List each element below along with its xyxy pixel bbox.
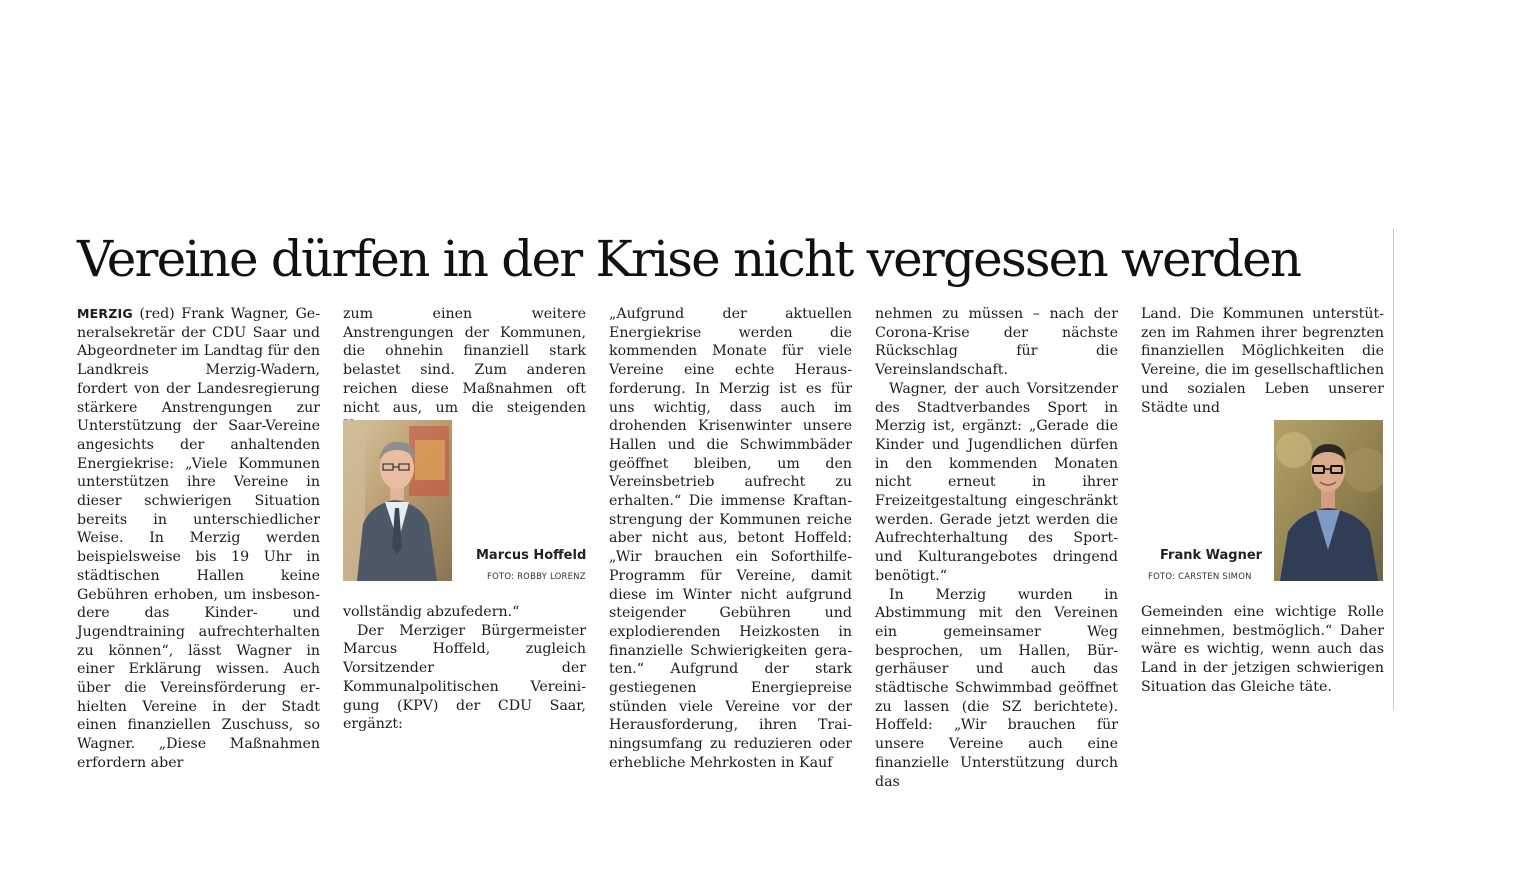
paragraph: Der Merziger Bürgermeister Marcus Hoffeld, zugleich Vorsitzender der Kommunalpolitischen Vereinigung (KPV) der CDU Saar, ergänzt:: [343, 622, 586, 733]
paragraph: vollständig abzufedern.“: [343, 604, 520, 620]
article-column-5-top: [1141, 305, 1384, 417]
paragraph: Land. Die Kommunen unterstützen im Rahmen ihrer begrenzten finanziellen Möglichkeiten die Vereine, die im gesellschaftlichen und sozialen Leben unserer Städte und: [1141, 306, 1384, 416]
photo-credit: FOTO: ROBBY LORENZ: [487, 572, 586, 582]
photo-credit: FOTO: CARSTEN SIMON: [1148, 572, 1252, 582]
article-column-1: [77, 305, 320, 773]
headline: Vereine dürfen in der Krise nicht vergessen werden: [77, 230, 1301, 288]
article-column-2-bottom: [343, 603, 586, 734]
column-divider: [1393, 228, 1394, 710]
photo-caption-name: Marcus Hoffeld: [476, 548, 587, 563]
article-column-3: [609, 305, 852, 773]
photo-caption-name: Frank Wagner: [1160, 548, 1263, 563]
photo-frank-wagner: [1274, 420, 1383, 581]
paragraph: Wagner, der auch Vorsitzender des Stadtverbandes Sport in Merzig ist, ergänzt: „Gerade die Kinder und Jugendlichen dürfen in den kommenden Monaten nicht erneut in ihrer Freizeitgestaltung eingeschränkt werden. Gerade jetzt werden die Aufrechterhaltung des Sport- und Kulturangebotes dringend benötigt.“: [875, 380, 1118, 584]
paragraph: nehmen zu müssen – nach der Corona-Krise der nächste Rückschlag für die Vereinslandschaft.: [875, 306, 1118, 379]
dateline: MERZIG: [77, 306, 133, 321]
paragraph: In Merzig wurden in Abstimmung mit den Vereinen ein gemeinsamer Weg besprochen, um Hallen, Bürgerhäuser und auch das städtische Schwimmbad geöffnet zu lassen (die SZ berichtete). Hoffeld: „Wir brauchen für unsere Vereine auch eine finanzielle Unterstützung durch das: [875, 586, 1118, 790]
paragraph: zum einen weitere Anstrengungen der Kommunen, die ohnehin finanziell stark belastet sind. Zum anderen reichen diese Maßnahmen oft nicht aus, um die steigenden: [343, 306, 586, 416]
portrait-image: [1274, 420, 1383, 581]
portrait-image: [343, 420, 452, 581]
paragraph: „Aufgrund der aktuellen Energiekrise werden die kommenden Monate für viele Vereine eine echte Herausforderung. In Merzig ist es für uns wichtig, dass auch im drohenden Krisenwinter unsere Hallen und die Schwimmbäder geöffnet bleiben, um den Vereinsbetrieb aufrecht zu erhalten.“ Die immense Kraftanstrengung der Kommunen reiche aber nicht aus, betont Hoffeld: „Wir brauchen ein Soforthilfe-Programm für Vereine, damit diese im Winter nicht aufgrund steigender Gebühren und explodierenden Heizkosten in finanzielle Schwierigkeiten geraten.“ Aufgrund der stark gestiegenen Energiepreise stünden viele Vereine vor der Herausforderung, ihren Trainingsumfang zu reduzieren oder erhebliche Mehrkosten in Kauf: [609, 306, 852, 771]
article-column-2-top: [343, 305, 586, 436]
article-column-5-bottom: [1141, 603, 1384, 697]
paragraph: Gemeinden eine wichtige Rolle einnehmen, bestmöglich.“ Daher wäre es wichtig, wenn auch das Land in der jetzigen schwierigen Situation das Gleiche täte.: [1141, 604, 1384, 695]
article-column-4: [875, 305, 1118, 791]
lead-paragraph: (red) Frank Wagner, Generalsekretär der CDU Saar und Abgeordneter im Landtag für den Landkreis Merzig-Wadern, fordert von der Landesregierung stärkere Anstrengungen zur Unterstützung der Saar-Vereine angesichts der anhaltenden Energiekrise: „Viele Kommunen unterstützen ihre Vereine in dieser schwierigen Situation bereits in unterschiedlicher Weise. In Merzig werden beispielsweise bis 19 Uhr in städtischen Hallen keine Gebühren erhoben, um insbesondere das Kinder- und Jugendtraining aufrechterhalten zu können“, lässt Wagner in einer Erklärung wissen. Auch über die Vereinsförderung erhielten Vereine in der Stadt einen finanziellen Zuschuss, so Wagner. „Diese Maßnahmen erfordern aber: [77, 306, 320, 771]
photo-marcus-hoffeld: [343, 420, 452, 581]
